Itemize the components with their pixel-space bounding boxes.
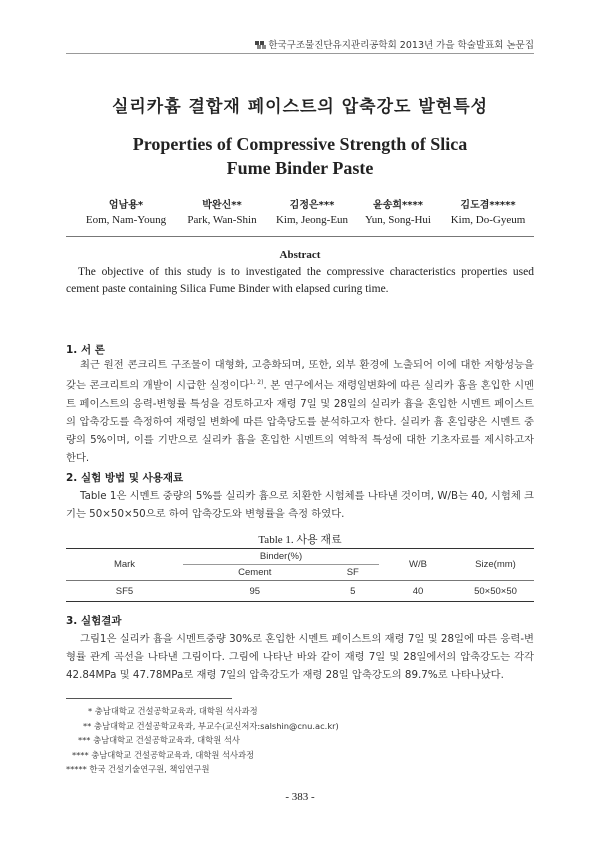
author-name-ko: 윤송희**** xyxy=(373,200,423,211)
author-4 xyxy=(356,196,440,226)
results-text: 그림1은 실리카 흄을 시멘트중량 30%로 혼입한 시멘트 페이스트의 재령 7일 및 28일에 따른 응력-변형률 관계 곡선을 나타낸 그림이다. 그림에 나타난 바와 같이 재령 7일 및 28일에서의 압축강도는 각각 42.84MPa 및 47.78MPa로 재령 7일의 압축강도가 재령 28일 압축강도의 89.7%로 나타나났다. xyxy=(66,633,534,682)
table-cell-sf: 5 xyxy=(327,581,379,602)
footnote-item: *** 충남대학교 건설공학교육과, 대학원 석사 xyxy=(78,735,240,746)
table-header-mark: Mark xyxy=(66,549,183,581)
table-row xyxy=(66,581,534,602)
title-english xyxy=(0,132,600,180)
running-header-text: 한국구조물진단유지관리공학회 2013년 가을 학술발표회 논문집 xyxy=(268,40,534,51)
author-name-ko: 김정은*** xyxy=(289,200,335,211)
section-body-method xyxy=(66,487,534,523)
table-header-sf: SF xyxy=(327,565,379,581)
authors-rule xyxy=(66,236,534,237)
table-cell-wb: 40 xyxy=(379,581,457,602)
author-name-en: Yun, Song-Hui xyxy=(364,214,431,226)
society-logo-icon xyxy=(255,39,265,49)
section-body-results xyxy=(66,630,534,685)
header-rule xyxy=(66,53,534,54)
table-cell-cement: 95 xyxy=(183,581,327,602)
section-heading-intro: 1. 서 론 xyxy=(66,344,105,356)
footnote-item: * 충남대학교 건설공학교육과, 대학원 석사과정 xyxy=(88,706,258,716)
author-list xyxy=(78,196,524,230)
table-header-binder: Binder(%) xyxy=(183,549,379,565)
table-header-cement: Cement xyxy=(183,565,327,581)
author-name-en: Kim, Jeong-Eun xyxy=(275,214,349,226)
method-text: Table 1은 시멘트 중량의 5%를 실리카 흄으로 치환한 시험체를 나타낸 것이며, W/B는 40, 시험체 크기는 50×50×50으로 하여 압축강도와 변형률을 측정 하였다. xyxy=(66,490,534,521)
table-caption: Table 1. 사용 재료 xyxy=(258,534,342,546)
author-3 xyxy=(266,196,358,226)
footnote-item: ** 충남대학교 건설공학교육과, 부교수(교신저자:salshin@cnu.ac.kr) xyxy=(83,720,339,731)
title-english-line2: Fume Binder Paste xyxy=(226,158,374,178)
table-header-wb: W/B xyxy=(379,549,457,581)
author-name-ko: 박완신** xyxy=(202,200,242,211)
author-name-ko: 엄남용* xyxy=(108,200,144,211)
author-1 xyxy=(78,196,174,226)
title-english-line1: Properties of Compressive Strength of Slica xyxy=(132,134,468,154)
page-number: - 383 - xyxy=(285,791,315,803)
footnote-item: ***** 한국 건설기술연구원, 책임연구원 xyxy=(66,764,210,775)
author-2 xyxy=(174,196,270,226)
section-heading-results: 3. 실험결과 xyxy=(66,615,122,627)
author-name-en: Kim, Do-Gyeum xyxy=(450,214,526,226)
author-5 xyxy=(440,196,536,226)
table-cell-size: 50×50×50 xyxy=(457,581,534,602)
materials-table xyxy=(66,548,534,602)
intro-text-b: . 본 연구에서는 재령일변화에 따른 실리카 흄을 혼입한 시멘트 페이스트의 응력-변형률 특성을 검토하고자 재령 7일 및 28일의 실리카 흄을 혼입한 시멘트 페이스트의 압축강도를 측정하여 재령일 변화에 따른 압축당도를 분석하고자 한다. 실리카 흄 혼입량은 시멘트 중량의 5%이며, 이를 기반으로 실리카 흄을 혼입한 시멘트의 역학적 특성에 대한 기초자료를 제시하고자 한다. xyxy=(66,379,535,465)
footnote-rule xyxy=(66,698,232,699)
intro-text-a: 최근 원전 콘크리트 구조물이 대형화, 고층화되며, 또한, 외부 환경에 노출되어 이에 대한 저항성능을 갖는 콘크리트의 개발이 시급한 실정이다 xyxy=(66,359,534,392)
citation-ref: 1, 2) xyxy=(249,379,264,387)
footnotes xyxy=(66,704,534,777)
running-header xyxy=(255,37,534,51)
section-body-intro xyxy=(66,356,534,468)
footnote-item: **** 충남대학교 건설공학교육과, 대학원 석사과정 xyxy=(72,749,255,760)
abstract-heading: Abstract xyxy=(279,249,321,261)
section-heading-method: 2. 실험 방법 및 사용재료 xyxy=(66,472,184,484)
author-name-ko: 김도겸***** xyxy=(460,200,516,211)
table-cell-mark: SF5 xyxy=(66,581,183,602)
author-name-en: Eom, Nam-Young xyxy=(85,214,167,226)
author-name-en: Park, Wan-Shin xyxy=(187,214,257,226)
table-header-size: Size(mm) xyxy=(457,549,534,581)
title-korean: 실리카흄 결합재 페이스트의 압축강도 발현특성 xyxy=(111,97,489,117)
abstract-body: The objective of this study is to investigated the compressive characteristics properties used cement paste containing Silica Fume Binder with elapsed curing time. xyxy=(66,266,534,295)
